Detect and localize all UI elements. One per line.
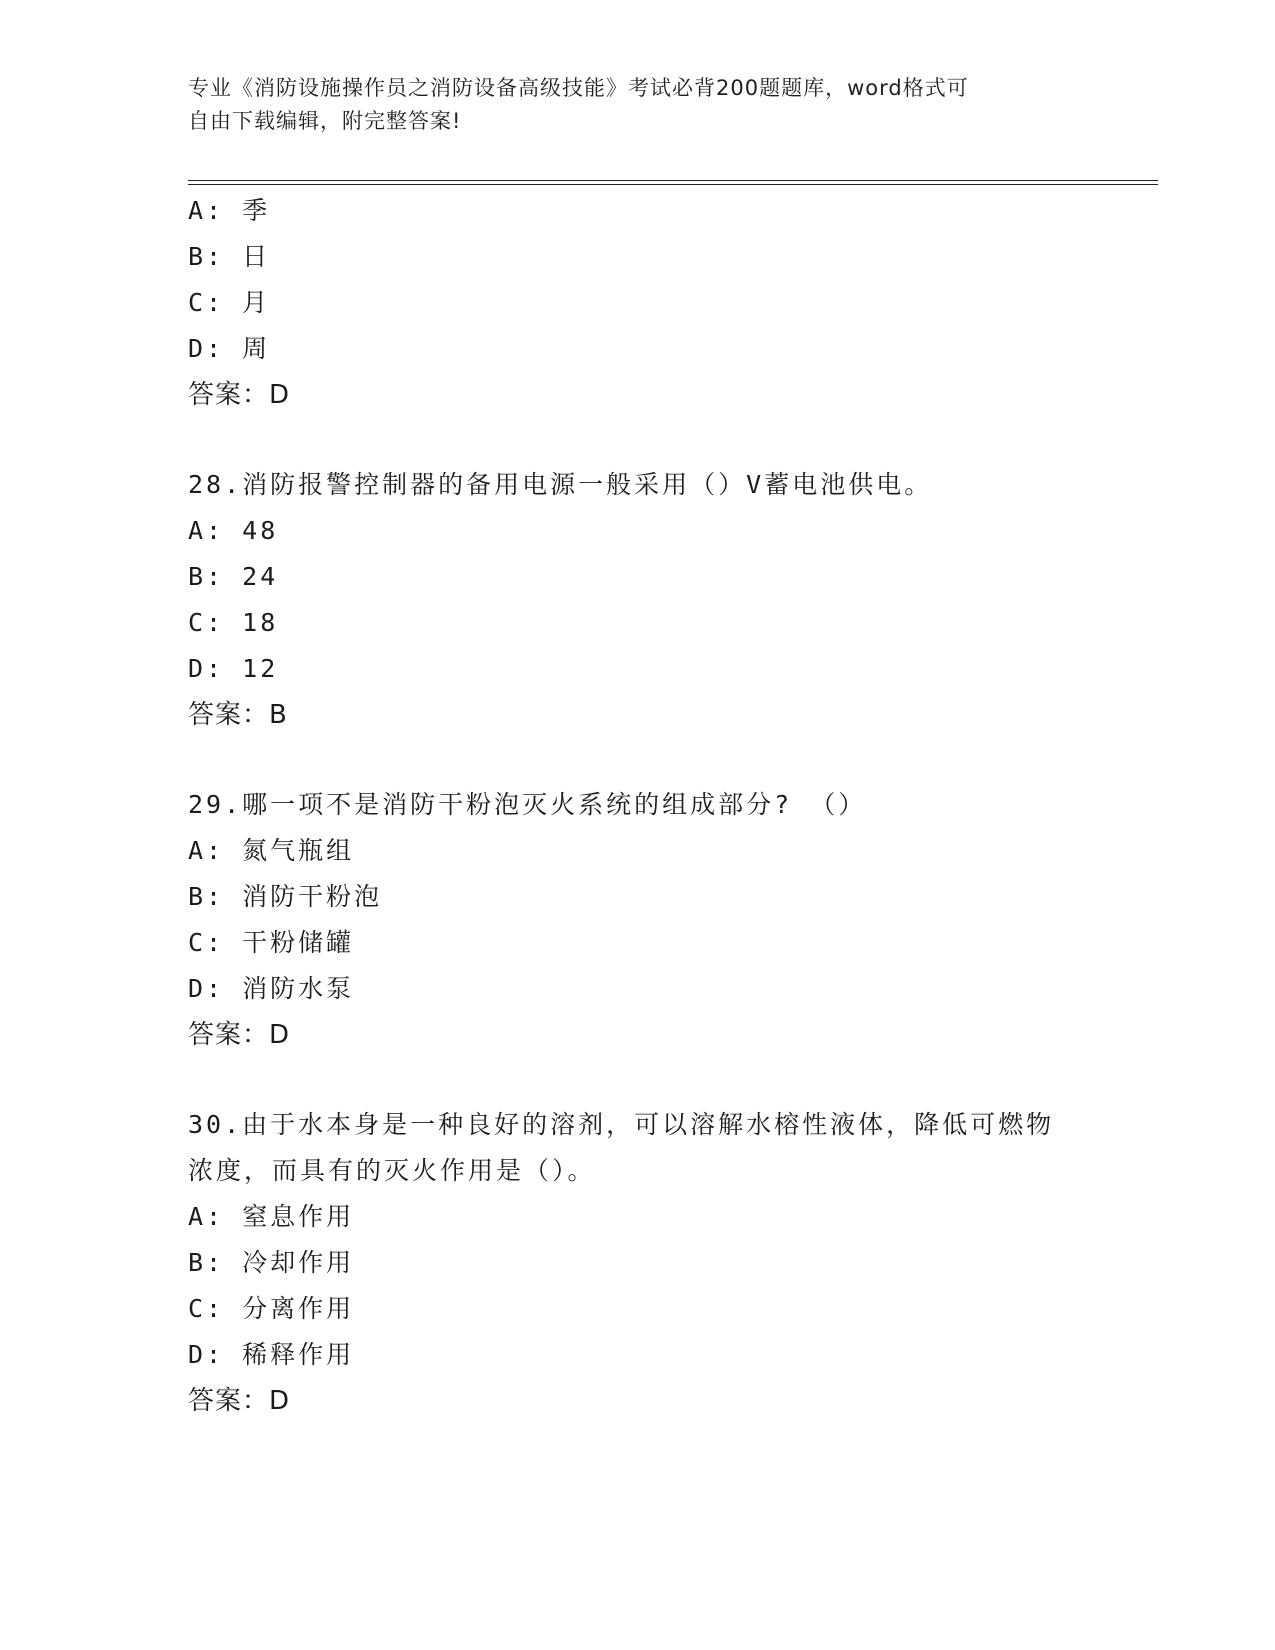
option-a: A: 季 bbox=[188, 196, 271, 225]
answer-line: 答案：B bbox=[188, 700, 288, 730]
spacer bbox=[188, 418, 1148, 462]
answer-line: 答案：D bbox=[188, 380, 291, 410]
question-block-30 bbox=[188, 1102, 1148, 1424]
header-line-2: 自由下载编辑，附完整答案! bbox=[188, 109, 462, 133]
header-divider-bottom bbox=[188, 184, 1158, 185]
question-block-28 bbox=[188, 462, 1148, 738]
header-line-1: 专业《消防设施操作员之消防设备高级技能》考试必背200题题库，word格式可 bbox=[188, 76, 969, 100]
option-c: C: 18 bbox=[188, 608, 279, 637]
question-text-line-1: 30.由于水本身是一种良好的溶剂，可以溶解水榕性液体，降低可燃物 bbox=[188, 1110, 1055, 1139]
option-c: C: 月 bbox=[188, 288, 271, 317]
document-header bbox=[188, 72, 1088, 138]
option-c: C: 分离作用 bbox=[188, 1294, 355, 1323]
question-list bbox=[188, 188, 1148, 1424]
option-a: A: 氮气瓶组 bbox=[188, 836, 355, 865]
option-b: B: 冷却作用 bbox=[188, 1248, 355, 1277]
question-block-29 bbox=[188, 782, 1148, 1058]
option-a: A: 48 bbox=[188, 516, 279, 545]
question-text: 28.消防报警控制器的备用电源一般采用（）V蓄电池供电。 bbox=[188, 470, 933, 499]
option-d: D: 12 bbox=[188, 654, 279, 683]
question-text: 29.哪一项不是消防干粉泡灭火系统的组成部分? （） bbox=[188, 790, 867, 819]
answer-line: 答案：D bbox=[188, 1386, 291, 1416]
question-block-27 bbox=[188, 188, 1148, 418]
option-d: D: 稀释作用 bbox=[188, 1340, 355, 1369]
option-c: C: 干粉储罐 bbox=[188, 928, 355, 957]
spacer bbox=[188, 1058, 1148, 1102]
option-b: B: 日 bbox=[188, 242, 271, 271]
answer-line: 答案：D bbox=[188, 1020, 291, 1050]
option-a: A: 窒息作用 bbox=[188, 1202, 355, 1231]
option-d: D: 周 bbox=[188, 334, 271, 363]
spacer bbox=[188, 738, 1148, 782]
option-d: D: 消防水泵 bbox=[188, 974, 355, 1003]
header-divider-top bbox=[188, 180, 1158, 181]
option-b: B: 消防干粉泡 bbox=[188, 882, 383, 911]
question-text-line-2: 浓度，而具有的灭火作用是（）。 bbox=[188, 1156, 596, 1185]
option-b: B: 24 bbox=[188, 562, 279, 591]
